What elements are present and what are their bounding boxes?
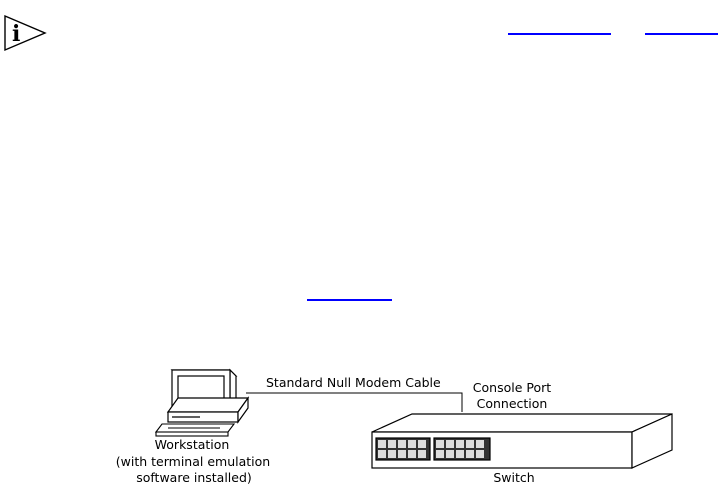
workstation-label-line1: Workstation: [154, 437, 230, 452]
switch-label: Switch: [493, 470, 535, 484]
console-port-label-line1: Console Port: [472, 380, 552, 395]
workstation-label-line3: software installed): [136, 470, 252, 484]
workstation-label-line2: (with terminal emulation: [115, 454, 271, 469]
switch-icon: [372, 414, 672, 468]
workstation-icon: [168, 398, 248, 422]
port-bank-left: [376, 438, 430, 460]
svg-text:i: i: [12, 21, 21, 47]
console-port-label-line2: Connection: [476, 396, 548, 411]
null-modem-cable: [246, 393, 462, 412]
keyboard-icon: [156, 424, 234, 436]
port-bank-right: [434, 438, 490, 460]
cable-label: Standard Null Modem Cable: [266, 375, 441, 390]
